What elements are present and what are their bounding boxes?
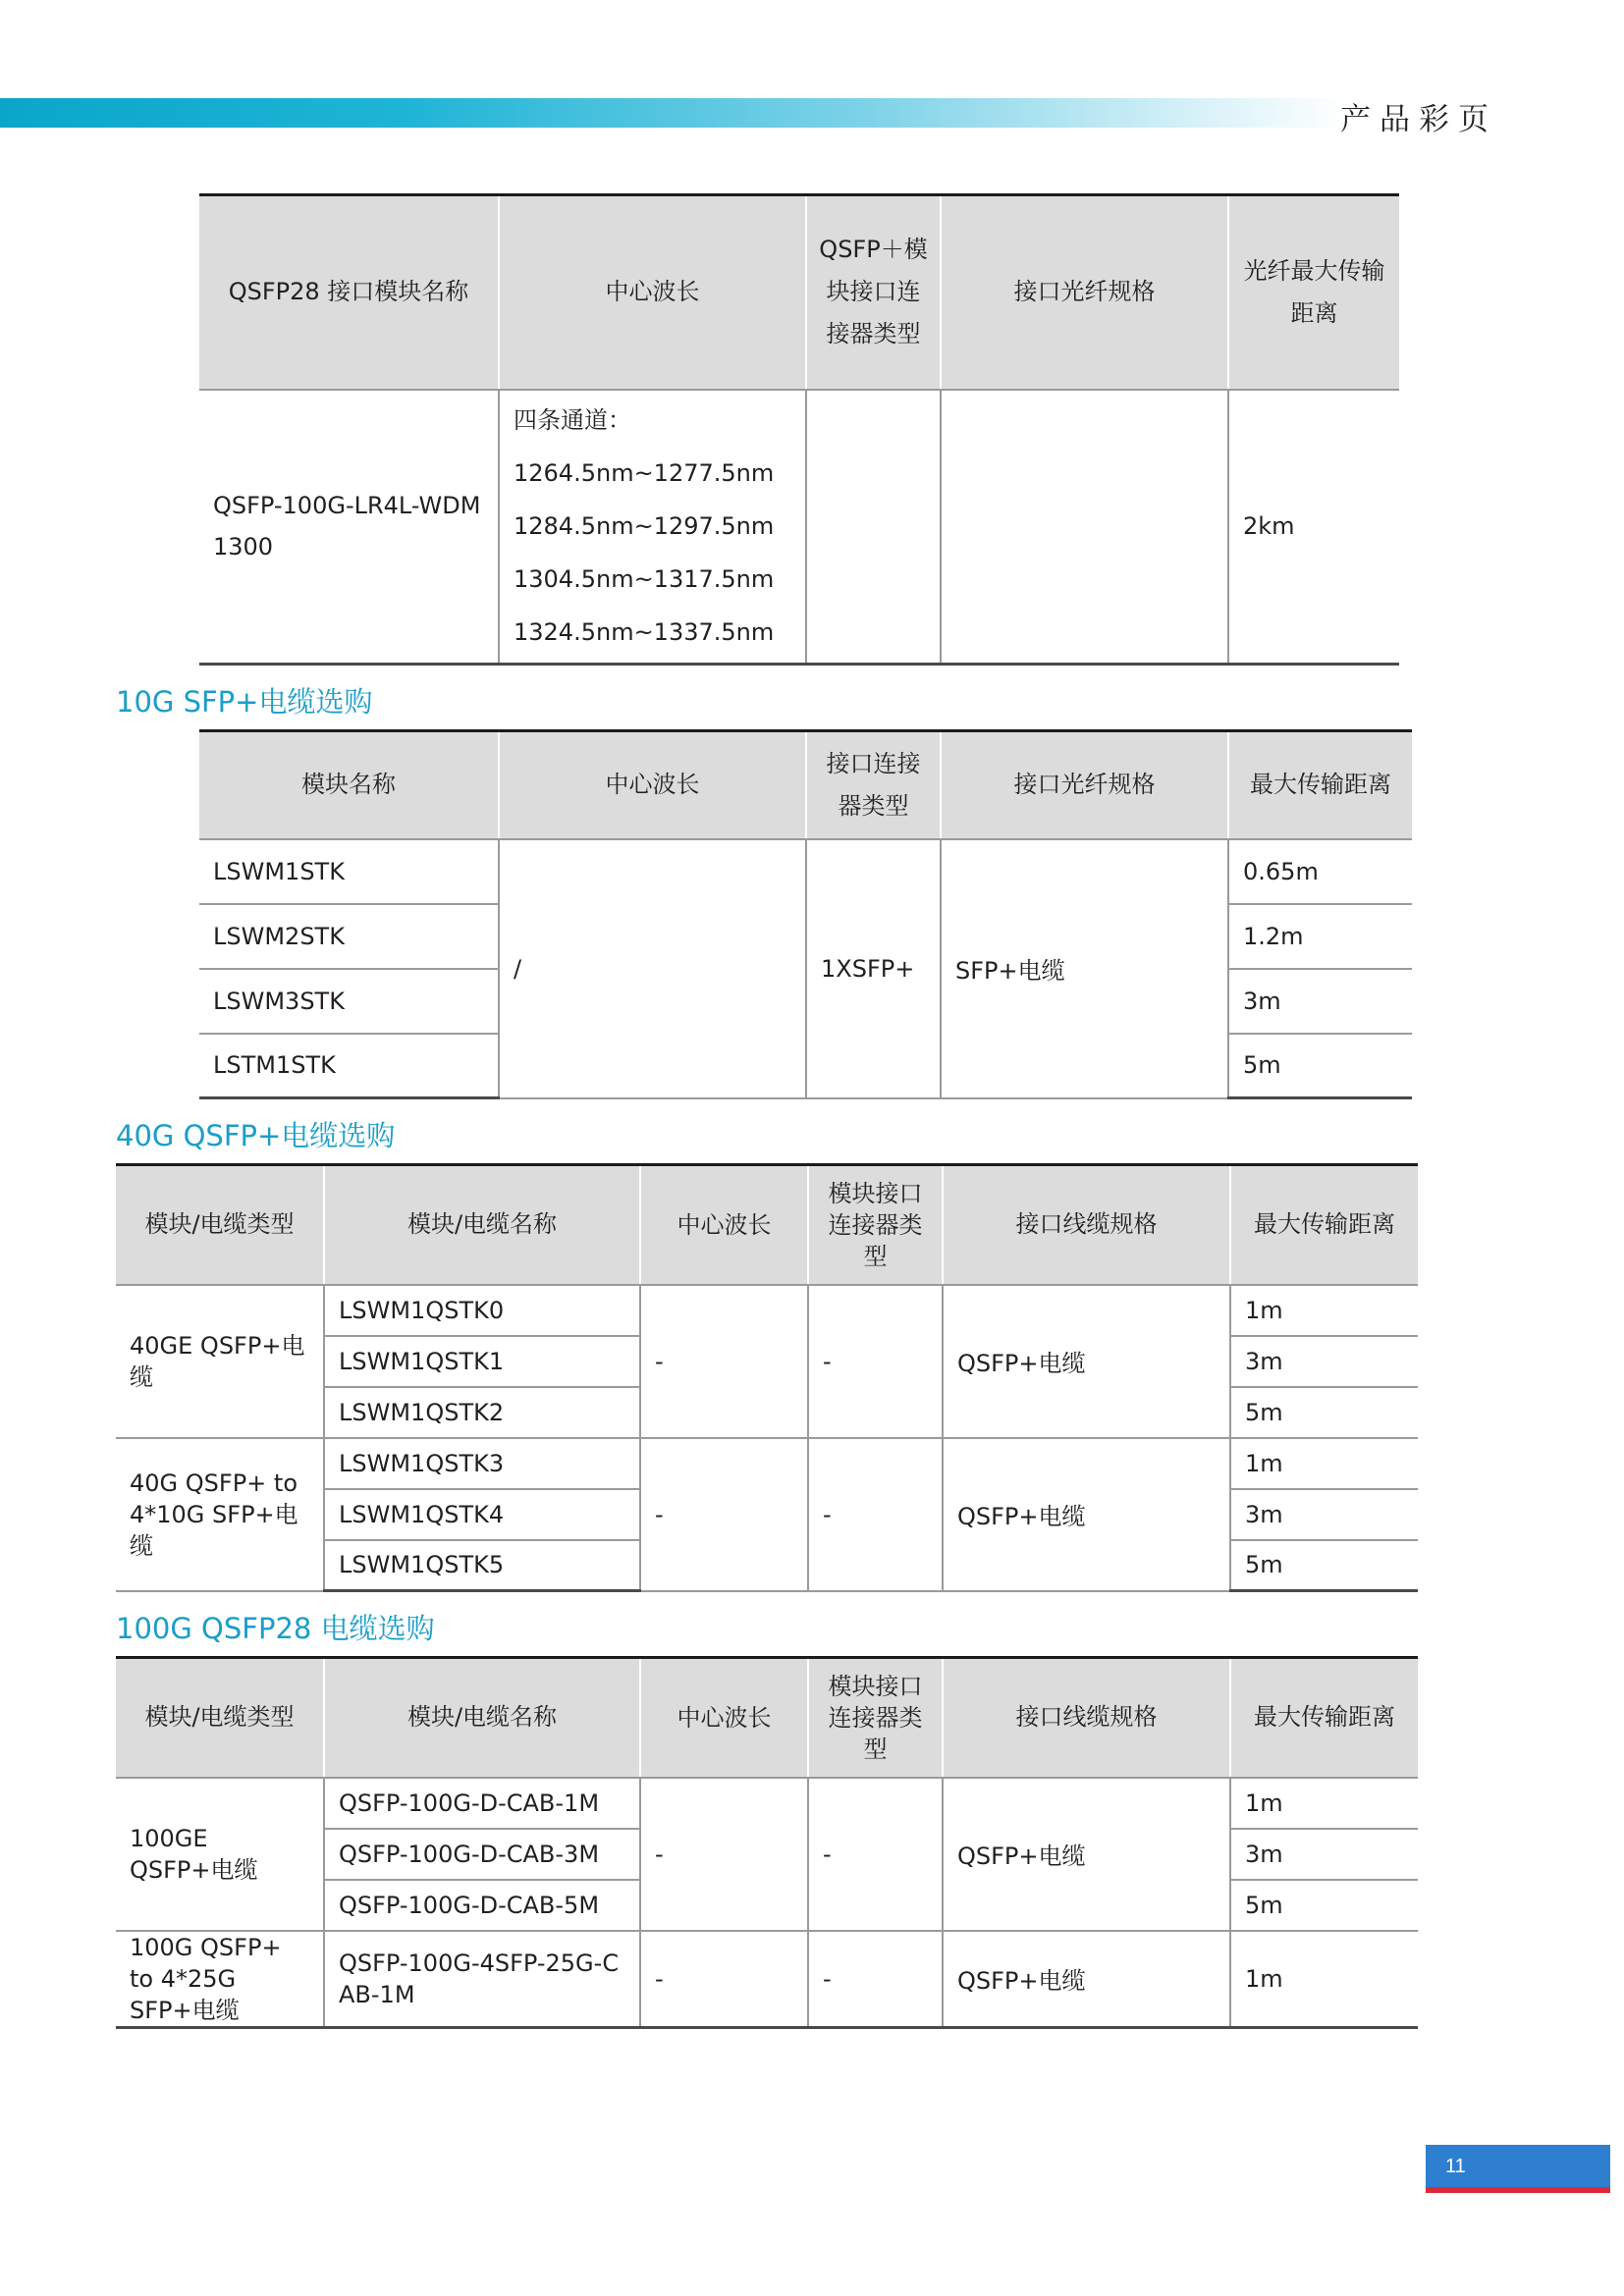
table-row xyxy=(116,1438,1418,1489)
module-name-cell: LSTM1STK xyxy=(199,1034,499,1098)
distance-cell: 1m xyxy=(1230,1285,1418,1336)
distance-cell: 5m xyxy=(1230,1540,1418,1591)
header-module-name: 模块名称 xyxy=(199,731,499,839)
cable-spec-cell: QSFP+电缆 xyxy=(943,1285,1230,1438)
header-connector-type: 模块接口连接器类型 xyxy=(808,1165,943,1285)
wavelength-channel-4: 1324.5nm~1337.5nm xyxy=(514,618,775,647)
cable-name-cell: LSWM1QSTK4 xyxy=(324,1489,640,1540)
header-cable-name: 模块/电缆名称 xyxy=(324,1165,640,1285)
header-fiber-spec: 接口光纤规格 xyxy=(941,731,1228,839)
table-row xyxy=(116,1778,1418,1829)
table-row xyxy=(199,839,1412,904)
table-header-row xyxy=(116,1165,1418,1285)
connector-cell: - xyxy=(808,1438,943,1591)
connector-cell: 1XSFP+ xyxy=(806,839,941,1098)
distance-cell: 5m xyxy=(1228,1034,1412,1098)
section-title-100g: 100G QSFP28 电缆选购 xyxy=(116,1612,435,1645)
header-wavelength: 中心波长 xyxy=(499,195,806,390)
cable-name-cell: QSFP-100G-4SFP-25G-CAB-1M xyxy=(324,1931,640,2028)
cable-name-cell: LSWM1QSTK0 xyxy=(324,1285,640,1336)
connector-cell: - xyxy=(808,1285,943,1438)
distance-cell: 3m xyxy=(1230,1829,1418,1880)
sfp10g-cable-table xyxy=(199,729,1412,1099)
module-name-cell: QSFP-100G-LR4L-WDM1300 xyxy=(199,390,499,665)
header-max-distance: 最大传输距离 xyxy=(1230,1658,1418,1778)
header-module-name: QSFP28 接口模块名称 xyxy=(199,195,499,390)
page-number-badge xyxy=(1426,2145,1610,2188)
distance-cell: 3m xyxy=(1228,969,1412,1034)
header-fiber-spec: 接口光纤规格 xyxy=(941,195,1228,390)
table-header-row xyxy=(199,195,1399,390)
header-cable-name: 模块/电缆名称 xyxy=(324,1658,640,1778)
section-title-10g: 10G SFP+电缆选购 xyxy=(116,685,373,719)
wavelength-cell: - xyxy=(640,1778,808,1931)
section-title-40g: 40G QSFP+电缆选购 xyxy=(116,1119,396,1152)
cable-name-cell: LSWM1QSTK5 xyxy=(324,1540,640,1591)
distance-cell: 2km xyxy=(1228,390,1399,665)
cable-name-cell: LSWM1QSTK2 xyxy=(324,1387,640,1438)
header-cable-spec: 接口线缆规格 xyxy=(943,1165,1230,1285)
distance-cell: 1m xyxy=(1230,1778,1418,1829)
cable-name-cell: QSFP-100G-D-CAB-3M xyxy=(324,1829,640,1880)
wavelength-cell: - xyxy=(640,1931,808,2028)
cable-type-cell: 40GE QSFP+电缆 xyxy=(116,1285,324,1438)
cable-type-cell: 100G QSFP+ to 4*25G SFP+电缆 xyxy=(116,1931,324,2028)
cable-spec-cell: QSFP+电缆 xyxy=(943,1778,1230,1931)
qsfp28-module-table xyxy=(199,193,1399,666)
table-header-row xyxy=(116,1658,1418,1778)
table-header-row xyxy=(199,731,1412,839)
cable-type-cell: 100GE QSFP+电缆 xyxy=(116,1778,324,1931)
header-max-distance: 最大传输距离 xyxy=(1228,731,1412,839)
header-connector-type: 模块接口连接器类型 xyxy=(808,1658,943,1778)
table-row xyxy=(116,1931,1418,2028)
cable-name-cell: QSFP-100G-D-CAB-1M xyxy=(324,1778,640,1829)
distance-cell: 1.2m xyxy=(1228,904,1412,969)
cable-spec-cell: QSFP+电缆 xyxy=(943,1438,1230,1591)
wavelength-cell xyxy=(499,390,806,665)
distance-cell: 3m xyxy=(1230,1336,1418,1387)
cable-type-cell: 40G QSFP+ to 4*10G SFP+电缆 xyxy=(116,1438,324,1591)
header-cable-spec: 接口线缆规格 xyxy=(943,1658,1230,1778)
header-connector-type: 接口连接器类型 xyxy=(806,731,941,839)
header-wavelength: 中心波长 xyxy=(640,1165,808,1285)
header-max-distance: 光纤最大传输距离 xyxy=(1228,195,1399,390)
distance-cell: 5m xyxy=(1230,1387,1418,1438)
cable-name-cell: LSWM1QSTK3 xyxy=(324,1438,640,1489)
qsfp40g-cable-table xyxy=(116,1163,1418,1592)
page-number: 11 xyxy=(1445,2156,1466,2177)
cable-spec-cell: QSFP+电缆 xyxy=(943,1931,1230,2028)
header-band xyxy=(0,98,1345,128)
wavelength-channel-3: 1304.5nm~1317.5nm xyxy=(514,565,775,594)
table-row xyxy=(199,390,1399,665)
table-row xyxy=(116,1285,1418,1336)
distance-cell: 5m xyxy=(1230,1880,1418,1931)
header-cable-type: 模块/电缆类型 xyxy=(116,1658,324,1778)
footer-accent-bar xyxy=(1426,2187,1610,2193)
fiber-spec-cell xyxy=(941,390,1228,665)
cable-name-cell: LSWM1QSTK1 xyxy=(324,1336,640,1387)
module-name-cell: LSWM3STK xyxy=(199,969,499,1034)
wavelength-cell: - xyxy=(640,1438,808,1591)
header-wavelength: 中心波长 xyxy=(640,1658,808,1778)
distance-cell: 1m xyxy=(1230,1438,1418,1489)
wavelength-label: 四条通道： xyxy=(514,406,631,435)
connector-cell: - xyxy=(808,1778,943,1931)
fiber-spec-cell: SFP+电缆 xyxy=(941,839,1228,1098)
header-connector-type: QSFP＋模块接口连接器类型 xyxy=(806,195,941,390)
distance-cell: 0.65m xyxy=(1228,839,1412,904)
header-wavelength: 中心波长 xyxy=(499,731,806,839)
connector-cell: - xyxy=(808,1931,943,2028)
qsfp28-100g-cable-table xyxy=(116,1656,1418,2029)
module-name-cell: LSWM2STK xyxy=(199,904,499,969)
distance-cell: 3m xyxy=(1230,1489,1418,1540)
module-name-cell: LSWM1STK xyxy=(199,839,499,904)
connector-cell xyxy=(806,390,941,665)
wavelength-cell: - xyxy=(640,1285,808,1438)
wavelength-channel-1: 1264.5nm~1277.5nm xyxy=(514,459,775,488)
header-cable-type: 模块/电缆类型 xyxy=(116,1165,324,1285)
distance-cell: 1m xyxy=(1230,1931,1418,2028)
page-header-title: 产品彩页 xyxy=(1340,102,1497,137)
wavelength-channel-2: 1284.5nm~1297.5nm xyxy=(514,512,775,541)
wavelength-cell: / xyxy=(499,839,806,1098)
header-max-distance: 最大传输距离 xyxy=(1230,1165,1418,1285)
cable-name-cell: QSFP-100G-D-CAB-5M xyxy=(324,1880,640,1931)
